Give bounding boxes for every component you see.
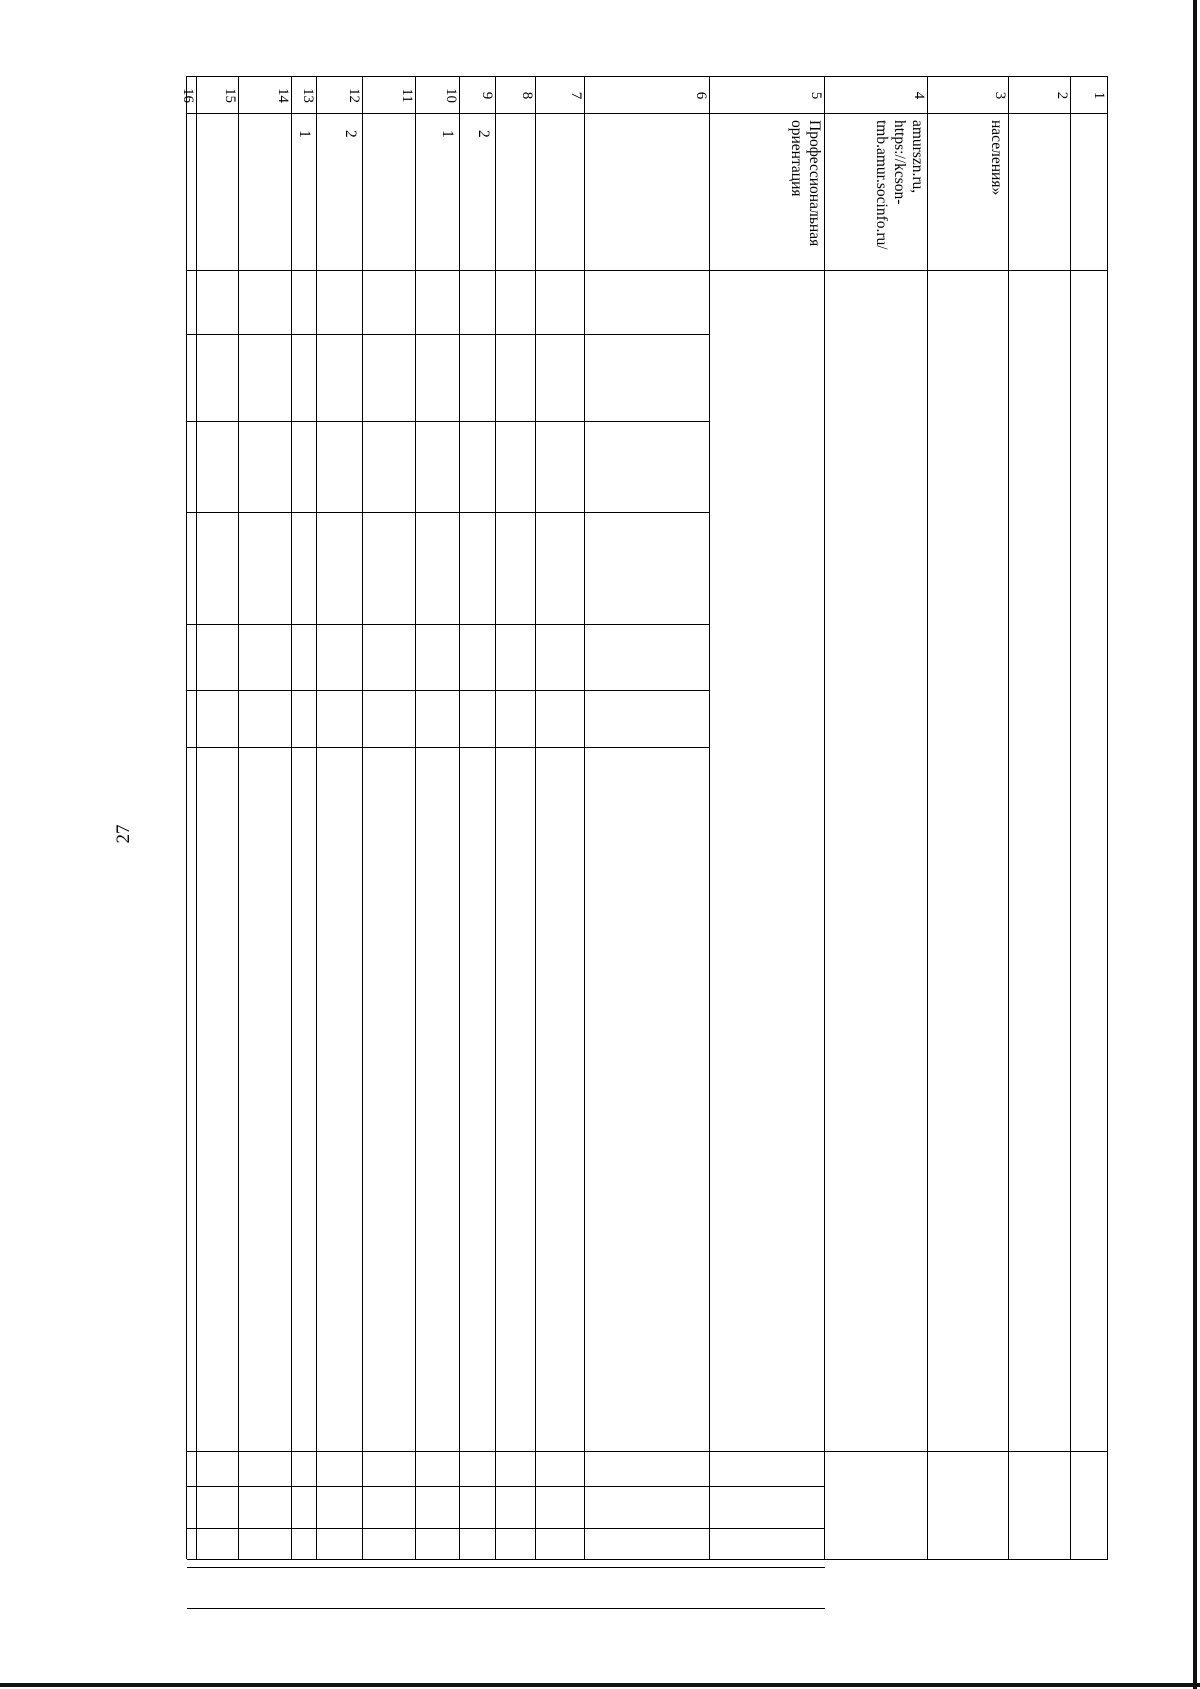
column-header-2: 2 [1054,91,1070,100]
rotated-table [180,76,1108,1559]
table-rule [238,76,239,1559]
cont-contact-cell: amurszn.ru, https://kcson- tmb.amur.socinfo.ru/ [873,120,926,250]
table-rule [824,76,825,1559]
table-rule [187,76,1108,77]
column-header-7: 7 [568,91,584,100]
column-header-14: 14 [275,88,291,103]
table-rule [415,76,416,1559]
cont-col10-cell: 1 [439,130,456,138]
table-rule [535,76,536,1559]
table-rule [316,76,317,1559]
table-rule [187,1528,825,1529]
column-header-8: 8 [519,91,535,100]
table-rule [187,421,710,422]
table-rule [187,1559,1108,1560]
table-rule [187,1486,825,1487]
column-header-5: 5 [808,91,824,100]
table-rule [1070,76,1071,1559]
table-rule [187,512,710,513]
table-rule [187,1608,825,1609]
page-number: 27 [113,824,134,844]
column-header-3: 3 [992,91,1008,100]
cont-service-cell: Профессиональная ориентация [788,120,823,247]
column-header-16: 16 [180,88,196,103]
table-rule [187,113,1108,114]
column-header-1: 1 [1091,91,1107,100]
table-rule [187,334,710,335]
table-rule [709,76,710,1559]
table-rule [584,76,585,1559]
page-edge-right [1193,0,1197,1689]
table-rule [186,76,187,1559]
table-rule [362,76,363,1559]
column-header-12: 12 [346,88,362,103]
table-rule [927,76,928,1559]
page-edge-bottom [0,1683,1200,1687]
table-rule [1107,76,1108,1559]
services-table [180,76,1108,1559]
cont-col9-cell: 2 [475,130,492,138]
table-rule [187,1567,825,1568]
table-rule [459,76,460,1559]
table-rule [187,747,710,748]
column-header-10: 10 [443,88,459,103]
table-rule [187,624,710,625]
cont-org-cell: населения» [988,120,1005,196]
column-header-4: 4 [911,91,927,100]
table-rule [187,690,710,691]
table-rule [196,76,197,1559]
column-header-6: 6 [693,91,709,100]
column-header-13: 13 [300,88,316,103]
table-rule [187,270,1108,271]
table-rule [187,1451,1108,1452]
cont-col12-cell: 2 [342,130,359,138]
cont-col13-cell: 1 [296,130,313,138]
table-rule [1008,76,1009,1559]
table-rule [291,76,292,1559]
column-header-9: 9 [479,91,495,100]
column-header-11: 11 [399,88,415,103]
table-rule [495,76,496,1559]
column-header-15: 15 [222,88,238,103]
